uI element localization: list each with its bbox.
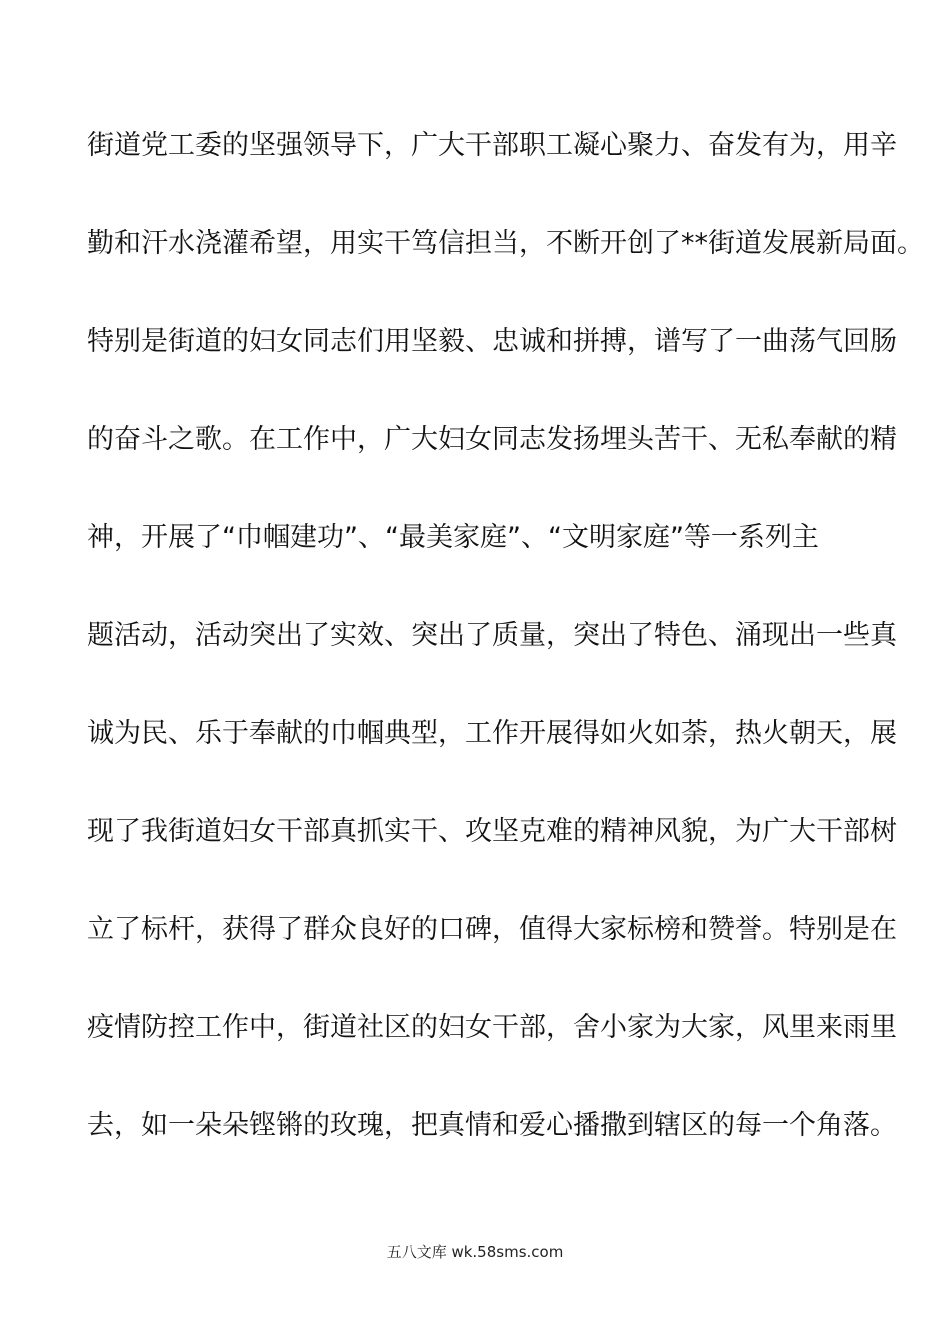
text-line-1: 街道党工委的坚强领导下，广大干部职工凝心聚力、奋发有为，用辛: [87, 130, 897, 161]
body-paragraph: [87, 118, 924, 1196]
text-line-8: 现了我街道妇女干部真抓实干、攻坚克难的精神风貌，为广大干部树: [87, 816, 897, 847]
footer-watermark: 五八文库 wk.58sms.com: [386, 1243, 564, 1261]
text-line-6: 题活动，活动突出了实效、突出了质量，突出了特色、涌现出一些真: [87, 620, 897, 651]
text-line-4: 的奋斗之歌。在工作中，广大妇女同志发扬埋头苦干、无私奉献的精: [87, 424, 897, 455]
text-line-11: 去，如一朵朵铿锵的玫瑰，把真情和爱心播撒到辖区的每一个角落。: [87, 1110, 897, 1141]
text-line-9: 立了标杆，获得了群众良好的口碑，值得大家标榜和赞誉。特别是在: [87, 914, 897, 945]
text-line-7: 诚为民、乐于奉献的巾帼典型，工作开展得如火如荼，热火朝天，展: [87, 718, 897, 749]
text-line-2: 勤和汗水浇灌希望，用实干笃信担当，不断开创了**街道发展新局面。: [87, 228, 924, 259]
text-line-5: 神，开展了“巾帼建功”、“最美家庭”、“文明家庭”等一系列主: [87, 522, 819, 553]
text-line-3: 特别是街道的妇女同志们用坚毅、忠诚和拼搏，谱写了一曲荡气回肠: [87, 326, 897, 357]
text-line-10: 疫情防控工作中，街道社区的妇女干部，舍小家为大家，风里来雨里: [87, 1012, 897, 1043]
